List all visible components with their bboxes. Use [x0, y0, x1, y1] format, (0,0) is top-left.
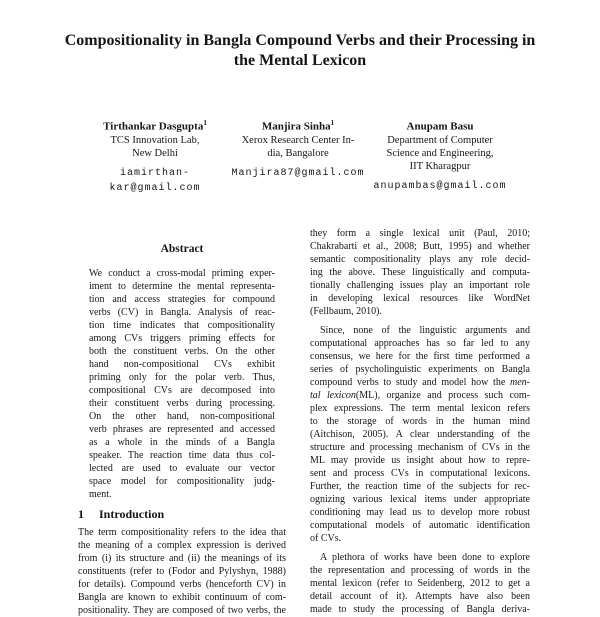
text-line: Further, the reaction time of the subjects for rec- — [310, 481, 530, 492]
paper-title — [30, 31, 570, 71]
author-affiliation — [80, 134, 230, 160]
text-line: dia, Bangalore — [267, 147, 329, 159]
body-paragraph — [310, 324, 530, 545]
text-line: Science and Engineering, — [386, 147, 494, 159]
text-line: The term compositionality refers to the idea that — [78, 527, 286, 538]
text-line: We conduct a cross-modal priming exper- — [89, 268, 275, 279]
author-name-text: Manjira Sinha — [261, 120, 331, 133]
text-line: IIT Kharagpur — [409, 160, 471, 172]
text-line: space model for compositionality judg- — [89, 476, 275, 487]
abstract-heading: Abstract — [160, 243, 204, 255]
author-email — [365, 179, 515, 194]
author-column-3 — [365, 116, 515, 194]
author-email — [222, 166, 374, 181]
author-footnote-marker: 1 — [330, 119, 335, 127]
text-line: (Aitchison, 2005). A clear understanding of the — [310, 429, 530, 440]
text-line: plex expressions. The term mental lexicon refers — [310, 403, 530, 414]
author-name-text: Anupam Basu — [406, 120, 474, 133]
text-line: as a whole in the minds of a Bangla — [89, 437, 275, 448]
text-line: hand non-compositional CVs exhibit — [89, 359, 275, 370]
text-line: iment to determine the mental representa- — [89, 281, 275, 292]
text-line: computational models of automatic identification — [310, 520, 530, 531]
author-name — [365, 116, 515, 134]
text-line: ment. — [89, 489, 112, 500]
text-line: kar@gmail.com — [109, 182, 201, 194]
text-line: lected are used to evaluate our vector — [89, 463, 275, 474]
paper-title-line-1: Compositionality in Bangla Compound Verbs and their Processing in — [64, 32, 536, 49]
text-line: computational approaches has so far led to any — [310, 338, 530, 349]
text-line: tion and access strategies for compound — [89, 294, 275, 305]
authors-block — [0, 116, 600, 224]
text-line: from (i) its structure and (ii) the meanings of its — [78, 553, 286, 564]
author-column-2 — [222, 116, 374, 181]
section-number: 1 — [78, 507, 84, 521]
section-title: Introduction — [99, 507, 165, 521]
text-line: compound verbs to study and model how the men- — [310, 377, 530, 388]
text-line: semantic compositionality plays any role decid- — [310, 254, 530, 265]
text-line: they form a single lexical unit (Paul, 2010; — [310, 228, 530, 239]
text-line: A plethora of works have been done to explore — [320, 552, 530, 563]
author-name — [80, 116, 230, 134]
text-line: verbs (CV) in Bangla. Analysis of reac- — [89, 307, 275, 318]
text-line: verb phrases are represented and accessed — [89, 424, 275, 435]
text-line: TCS Innovation Lab, — [110, 134, 200, 146]
author-name-text: Tirthankar Dasgupta — [103, 120, 204, 133]
text-line: both the constituent verbs. On the other — [89, 346, 275, 357]
text-line: constituents (refer to (Fodor and Pylyshyn, 1988) — [78, 566, 286, 577]
section-heading-introduction — [78, 507, 286, 522]
body-paragraph — [310, 551, 530, 616]
text-line: positionality. They are composed of two verbs, the — [78, 605, 286, 616]
text-line: Bangla are known to exhibit continuum of com- — [78, 592, 286, 603]
text-line: for details). Compound verbs (henceforth CV) in — [78, 579, 286, 590]
text-line: in developing lexical resources like WordNet — [310, 293, 530, 304]
text-line: their constituent verbs during processing. — [89, 398, 275, 409]
text-line: consensus, we here for the first time performed a — [310, 351, 530, 362]
text-line: of CVs. — [310, 533, 342, 544]
text-line: On the other hand, non-compositional — [89, 411, 275, 422]
right-column — [310, 227, 530, 616]
text-line: New Delhi — [132, 147, 178, 159]
text-line: tionally challenging issues play an important role — [310, 280, 530, 291]
text-line: Chakrabarti et al., 2008; Butt, 1995) and whether — [310, 241, 530, 252]
author-footnote-marker: 1 — [203, 119, 207, 127]
left-column — [78, 238, 286, 617]
text-line: the meaning of a complex expression is derived — [78, 540, 286, 551]
text-line: made to study the processing of Bangla deriva- — [310, 604, 530, 615]
text-line: ML may provide us insight about how to repre- — [310, 455, 530, 466]
text-line: sent and process CVs in computational lexicons. — [310, 468, 530, 479]
author-name — [222, 116, 374, 134]
text-line: Department of Computer — [387, 134, 493, 146]
text-line: mental lexicon (refer to Seidenberg, 2012 to get a — [310, 578, 530, 589]
text-line: conditioning may lead us to develop more robust — [310, 507, 530, 518]
text-line: the representation and processing of words in the — [310, 565, 530, 576]
text-line: tal lexicon(ML), organize and process such com- — [310, 390, 530, 401]
text-line: compositional CVs are decomposed into — [89, 385, 275, 396]
text-line: detail account of it). Attempts have also been — [310, 591, 530, 602]
text-line: speaker. The reaction time data thus col- — [89, 450, 275, 461]
author-column-1 — [80, 116, 230, 196]
text-line: Manjira87@gmail.com — [231, 167, 365, 179]
abstract-text — [78, 267, 286, 501]
paper-title-line-2: the Mental Lexicon — [233, 52, 367, 69]
text-line: priming only for the polar verb. Thus, — [89, 372, 275, 383]
text-line: Since, none of the linguistic arguments and — [320, 325, 530, 336]
author-affiliation — [222, 134, 374, 160]
text-line: structure and processing mechanism of CVs in the — [310, 442, 530, 453]
text-line: series of psycholinguistic experiments on Bangla — [310, 364, 530, 375]
text-line: (Fellbaum, 2010). — [310, 306, 382, 317]
text-line: among CVs triggers priming effects for — [89, 333, 275, 344]
text-line: anupambas@gmail.com — [373, 180, 507, 192]
text-line: ing the above. These linguistically and computa- — [310, 267, 530, 278]
text-line: ognizing various lexical items under appropriate — [310, 494, 530, 505]
body-paragraph — [310, 227, 530, 318]
text-line: tion time indicates that compositionality — [89, 320, 275, 331]
text-line: iamirthan- — [119, 167, 190, 179]
text-line: Xerox Research Center In- — [241, 134, 355, 146]
author-email — [80, 166, 230, 196]
author-affiliation — [365, 134, 515, 173]
text-line: to the storage of words in the human mind — [310, 416, 530, 427]
introduction-paragraph — [78, 526, 286, 617]
